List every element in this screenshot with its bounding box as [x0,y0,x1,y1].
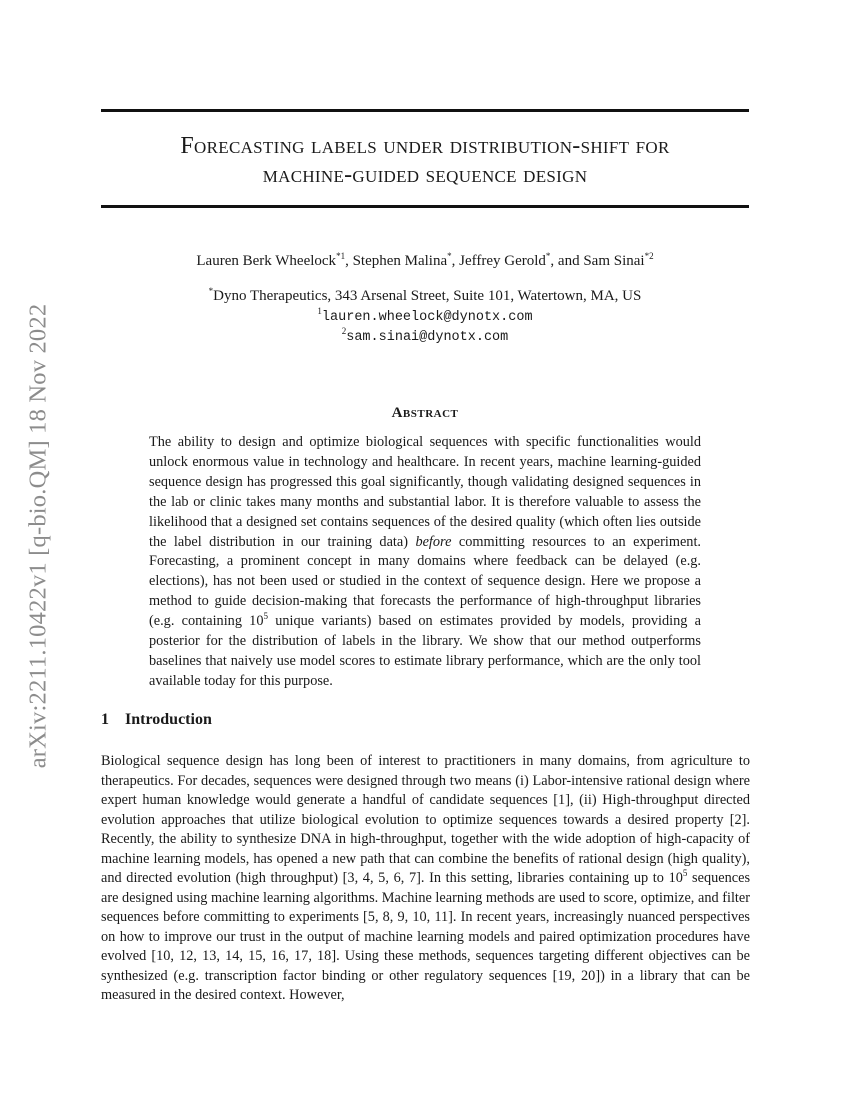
author-mark: * [545,251,551,261]
arxiv-identifier-stamp [18,266,58,806]
intro-text: sequences are designed using machine learning algorithms. Machine learning methods are used to score, optimize, and filter sequences before committing to experiments [5, 8, 9, 10, 11]. In recent years, increasingly nuanced perspectives on how to improve our trust in the output of machine learning models and paired optimization procedures have evolved [10, 12, 13, 14, 15, 16, 17, 18]. Using these methods, sequences targeting different objectives can be synthesized (e.g. transcription factor binding or other regulatory sequences [19, 20]) in a library that can be measured in the desired context. However, [101,870,751,1003]
author-name: Jeffrey Gerold [459,253,546,269]
author-mark: *2 [644,251,654,261]
author-mark: * [447,251,452,261]
title-rule-bottom [101,205,749,208]
abstract-text: committing resources to an experiment. Forecasting, a prominent concept in many domains where feedback can be delayed (e.g. elections), has not been used or studied in the context of sequence design. Here we propose a method to guide decision-making that forecasts the performance of high-throughput libraries (e.g. containing 10 [149,533,702,630]
abstract-exponent: 5 [263,611,268,622]
intro-exponent: 5 [682,868,688,878]
section-title: Introduction [125,711,212,728]
author-name: Stephen Malina [352,253,448,269]
intro-text: Biological sequence design has long been of interest to practitioners in many domains, from agriculture to therapeutics. For decades, sequences were designed through two means (i) Labor-intensive rational design where expert human knowledge would generate a handful of candidate sequences [1], (ii) High-throughput directed evolution approaches that utilize biological evolution to optimize sequences towards a desired property [2]. Recently, the ability to synthesize DNA in high-throughput, together with the wide adoption of high-capacity of machine learning models, has opened a new path that can combine the benefits of rational design (high quality), and directed evolution (high throughput) [3, 4, 5, 6, 7]. In this setting, libraries containing up to 10 [101,753,750,886]
abstract-emphasis: before [415,533,452,550]
title-line-1: Forecasting labels under distribution-shift for [180,133,670,159]
author-list: Lauren Berk Wheelock$^{*1}$, Stephen Malina*, Jeffrey Gerold*, and Sam Sinai$^{*2}$ [196,251,654,269]
author-conjunction: and [557,253,580,269]
abstract-body [149,433,701,692]
title-rule-top [101,109,749,112]
author-mark: *1 [336,251,346,261]
abstract-text: unique variants) based on estimates provided by models, providing a posterior for the distribution of labels in the library. We show that our method outperforms baselines that naively use model scores to estimate library performance, which are the only tool available today for this purpose. [149,613,702,689]
email-line-1 [101,307,749,327]
introduction-paragraph [101,752,750,1006]
abstract-heading: Abstract [391,405,459,421]
email-address-2[interactable]: sam.sinai@dynotx.com [346,330,509,345]
author-name: Lauren Berk Wheelock [196,253,337,269]
email-line-2 [101,327,749,347]
section-number: 1 [101,711,109,728]
affiliation-mark: * [208,286,214,296]
email-mark: 1 [317,306,322,316]
author-name: Sam Sinai [583,253,645,269]
section-heading [101,711,212,729]
email-mark: 2 [341,326,347,336]
title-line-2: machine-guided sequence design [262,162,588,188]
email-address-1[interactable]: lauren.wheelock@dynotx.com [321,310,533,325]
affiliation-line [101,287,749,305]
affiliation-text: Dyno Therapeutics, 343 Arsenal Street, Suite 101, Watertown, MA, US [213,288,642,304]
paper-title [101,132,749,190]
arxiv-stamp-text: arXiv:2211.10422v1 [q-bio.QM] 18 Nov 2022 [24,303,51,769]
abstract-text: The ability to design and optimize biological sequences with specific functionalities would unlock enormous value in technology and healthcare. In recent years, machine learning-guided sequence design has progressed this goal significantly, though validating designed sequences in the lab or clinic takes many months and substantial labor. It is therefore valuable to assess the likelihood that a designed set contains sequences of the desired quality (which often lies outside the label distribution in our training data) [149,434,701,550]
